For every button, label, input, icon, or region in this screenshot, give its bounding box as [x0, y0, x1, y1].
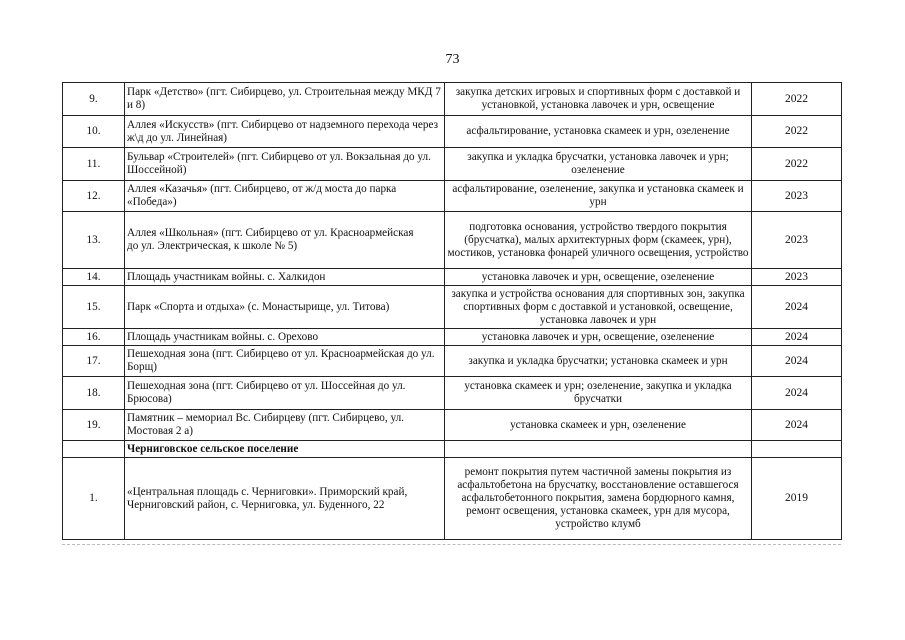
- row-number: 1.: [63, 458, 125, 540]
- empty-cell: [445, 441, 752, 458]
- year: 2022: [752, 116, 842, 148]
- row-number: 13.: [63, 212, 125, 269]
- year: 2024: [752, 410, 842, 441]
- work-description: асфальтирование, озеленение, закупка и установка скамеек и урн: [445, 181, 752, 212]
- object-name: Аллея «Школьная» (пгт. Сибирцево от ул. Красноармейская до ул. Электрическая, к школе № 5): [125, 212, 445, 269]
- object-name: Парк «Спорта и отдыха» (с. Монастырище, ул. Титова): [125, 286, 445, 329]
- table-row: [63, 286, 842, 329]
- table-row: [63, 458, 842, 540]
- object-name: Пешеходная зона (пгт. Сибирцево от ул. Шоссейная до ул. Брюсова): [125, 377, 445, 410]
- work-description: установка скамеек и урн; озеленение, закупка и укладка брусчатки: [445, 377, 752, 410]
- year: 2024: [752, 286, 842, 329]
- table-row: [63, 116, 842, 148]
- work-description: установка лавочек и урн, освещение, озеленение: [445, 269, 752, 286]
- object-name: Бульвар «Строителей» (пгт. Сибирцево от ул. Вокзальная до ул. Шоссейной): [125, 148, 445, 181]
- table-row: [63, 148, 842, 181]
- improvement-table: [62, 82, 842, 540]
- empty-cell: [752, 441, 842, 458]
- object-name: Парк «Детство» (пгт. Сибирцево, ул. Строительная между МКД 7 и 8): [125, 83, 445, 116]
- table-row: [63, 212, 842, 269]
- year: 2022: [752, 83, 842, 116]
- work-description: установка лавочек и урн, освещение, озеленение: [445, 329, 752, 346]
- object-name: Площадь участникам войны. с. Халкидон: [125, 269, 445, 286]
- object-name: Площадь участникам войны. с. Орехово: [125, 329, 445, 346]
- year: 2023: [752, 181, 842, 212]
- object-name: Аллея «Искусств» (пгт. Сибирцево от надземного перехода через ж\д до ул. Линейная): [125, 116, 445, 148]
- row-number: 17.: [63, 346, 125, 377]
- object-name: Аллея «Казачья» (пгт. Сибирцево, от ж/д моста до парка «Победа»): [125, 181, 445, 212]
- row-number: 11.: [63, 148, 125, 181]
- section-header-row: [63, 441, 842, 458]
- row-number: 9.: [63, 83, 125, 116]
- work-description: подготовка основания, устройство твердого покрытия (брусчатка), малых архитектурных форм (скамеек, урн), мостиков, установка фонарей уличного освещения, устройство: [445, 212, 752, 269]
- year: 2023: [752, 269, 842, 286]
- table-row: [63, 410, 842, 441]
- year: 2024: [752, 329, 842, 346]
- work-description: закупка и укладка брусчатки, установка лавочек и урн; озеленение: [445, 148, 752, 181]
- year: 2024: [752, 346, 842, 377]
- table-row: [63, 83, 842, 116]
- work-description: асфальтирование, установка скамеек и урн, озеленение: [445, 116, 752, 148]
- work-description: закупка детских игровых и спортивных форм с доставкой и установкой, установка лавочек и урн, освещение: [445, 83, 752, 116]
- work-description: закупка и устройства основания для спортивных зон, закупка спортивных форм с доставкой и установкой, освещение, установка лавочек и урн: [445, 286, 752, 329]
- row-number: 16.: [63, 329, 125, 346]
- row-number: 15.: [63, 286, 125, 329]
- row-number: 14.: [63, 269, 125, 286]
- table-row: [63, 346, 842, 377]
- year: 2019: [752, 458, 842, 540]
- work-description: закупка и укладка брусчатки; установка скамеек и урн: [445, 346, 752, 377]
- year: 2023: [752, 212, 842, 269]
- table-row: [63, 181, 842, 212]
- row-number: 12.: [63, 181, 125, 212]
- year: 2022: [752, 148, 842, 181]
- empty-cell: [63, 441, 125, 458]
- page-cut-line: [62, 544, 841, 545]
- object-name: Памятник – мемориал Вс. Сибирцеву (пгт. Сибирцево, ул. Мостовая 2 а): [125, 410, 445, 441]
- table-row: [63, 269, 842, 286]
- section-title: Черниговское сельское поселение: [125, 441, 445, 458]
- work-description: установка скамеек и урн, озеленение: [445, 410, 752, 441]
- object-name: Пешеходная зона (пгт. Сибирцево от ул. Красноармейская до ул. Борщ): [125, 346, 445, 377]
- work-description: ремонт покрытия путем частичной замены покрытия из асфальтобетона на брусчатку, восстановление оставшегося асфальтобетонного покрытия, замена бордюрного камня, ремонт освещения, установка скамеек, урн для мусора, устройство клумб: [445, 458, 752, 540]
- object-name: «Центральная площадь с. Черниговки». Приморский край, Черниговский район, с. Черниговка, ул. Буденного, 22: [125, 458, 445, 540]
- table-row: [63, 329, 842, 346]
- row-number: 19.: [63, 410, 125, 441]
- year: 2024: [752, 377, 842, 410]
- row-number: 18.: [63, 377, 125, 410]
- row-number: 10.: [63, 116, 125, 148]
- page-number: 73: [445, 52, 460, 67]
- table-row: [63, 377, 842, 410]
